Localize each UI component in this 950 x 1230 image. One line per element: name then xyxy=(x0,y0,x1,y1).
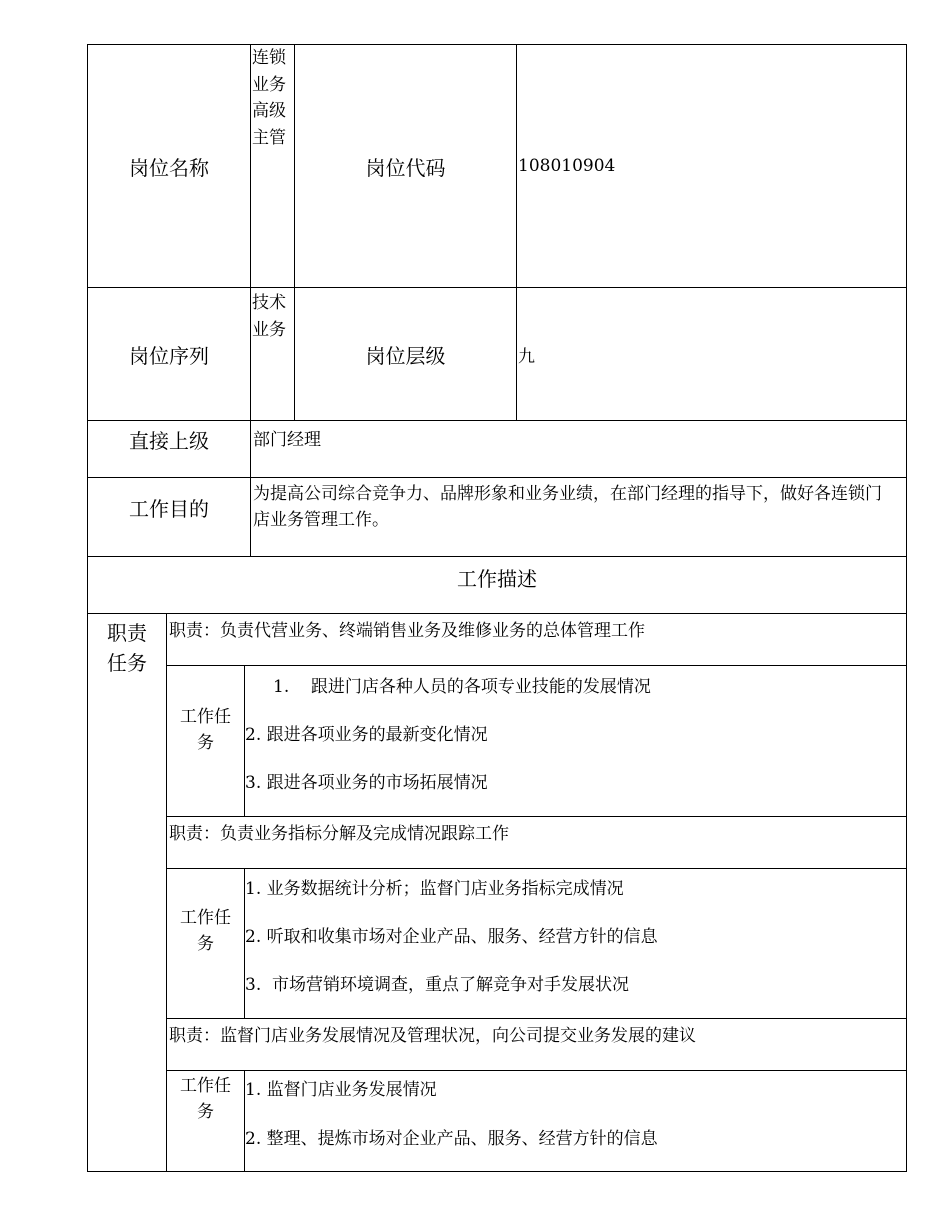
supervisor-label: 直接上级 xyxy=(88,420,250,477)
duty-2-task-label: 工作任务 xyxy=(180,908,231,954)
duty-2-task-label-cell xyxy=(166,868,244,1018)
purpose-label: 工作目的 xyxy=(88,477,250,556)
position-code-label: 岗位代码 xyxy=(294,45,516,287)
duty-2-task-1: 1. 业务数据统计分析；监督门店业务指标完成情况 xyxy=(245,879,624,899)
duty-2-tasks xyxy=(244,868,906,1018)
position-code-value: 108010904 xyxy=(516,45,906,287)
duty-3-task-1: 1. 监督门店业务发展情况 xyxy=(245,1080,437,1100)
duty-1-task-label-cell xyxy=(166,665,244,816)
duty-1-tasks xyxy=(244,665,906,816)
position-series-value: 技术业务 xyxy=(250,287,294,420)
duty-3-task-label: 工作任务 xyxy=(180,1076,231,1122)
duty-1-task-label: 工作任务 xyxy=(180,707,231,753)
purpose-value: 为提高公司综合竞争力、品牌形象和业务业绩，在部门经理的指导下，做好各连锁门店业务管理工作。 xyxy=(250,477,906,556)
position-name-label: 岗位名称 xyxy=(129,155,209,180)
duty-1-task-2: 2. 跟进各项业务的最新变化情况 xyxy=(245,725,488,745)
duty-3-task-label-cell xyxy=(166,1070,244,1171)
duty-1-title: 职责：负责代营业务、终端销售业务及维修业务的总体管理工作 xyxy=(166,613,906,665)
duty-2-title: 职责：负责业务指标分解及完成情况跟踪工作 xyxy=(166,816,906,868)
duty-3-task-2: 2. 整理、提炼市场对企业产品、服务、经营方针的信息 xyxy=(245,1129,658,1149)
job-description-table xyxy=(87,44,907,1172)
position-level-label: 岗位层级 xyxy=(294,287,516,420)
duty-1-task-3: 3. 跟进各项业务的市场拓展情况 xyxy=(245,773,488,793)
duties-label: 职责任务 xyxy=(88,613,166,1171)
duty-2-task-3: 3. 市场营销环境调查，重点了解竞争对手发展状况 xyxy=(245,975,630,995)
work-description-title: 工作描述 xyxy=(88,556,906,613)
duty-2-task-2: 2. 听取和收集市场对企业产品、服务、经营方针的信息 xyxy=(245,927,658,947)
position-level-value: 九 xyxy=(516,287,906,420)
position-name-value: 连锁业务高级主管 xyxy=(250,45,294,287)
position-series-label: 岗位序列 xyxy=(88,287,250,420)
duty-3-title: 职责：监督门店业务发展情况及管理状况，向公司提交业务发展的建议 xyxy=(166,1018,906,1070)
supervisor-value: 部门经理 xyxy=(250,420,906,477)
duty-1-task-1: 1. 跟进门店各种人员的各项专业技能的发展情况 xyxy=(273,677,651,697)
duty-3-tasks xyxy=(244,1070,906,1171)
